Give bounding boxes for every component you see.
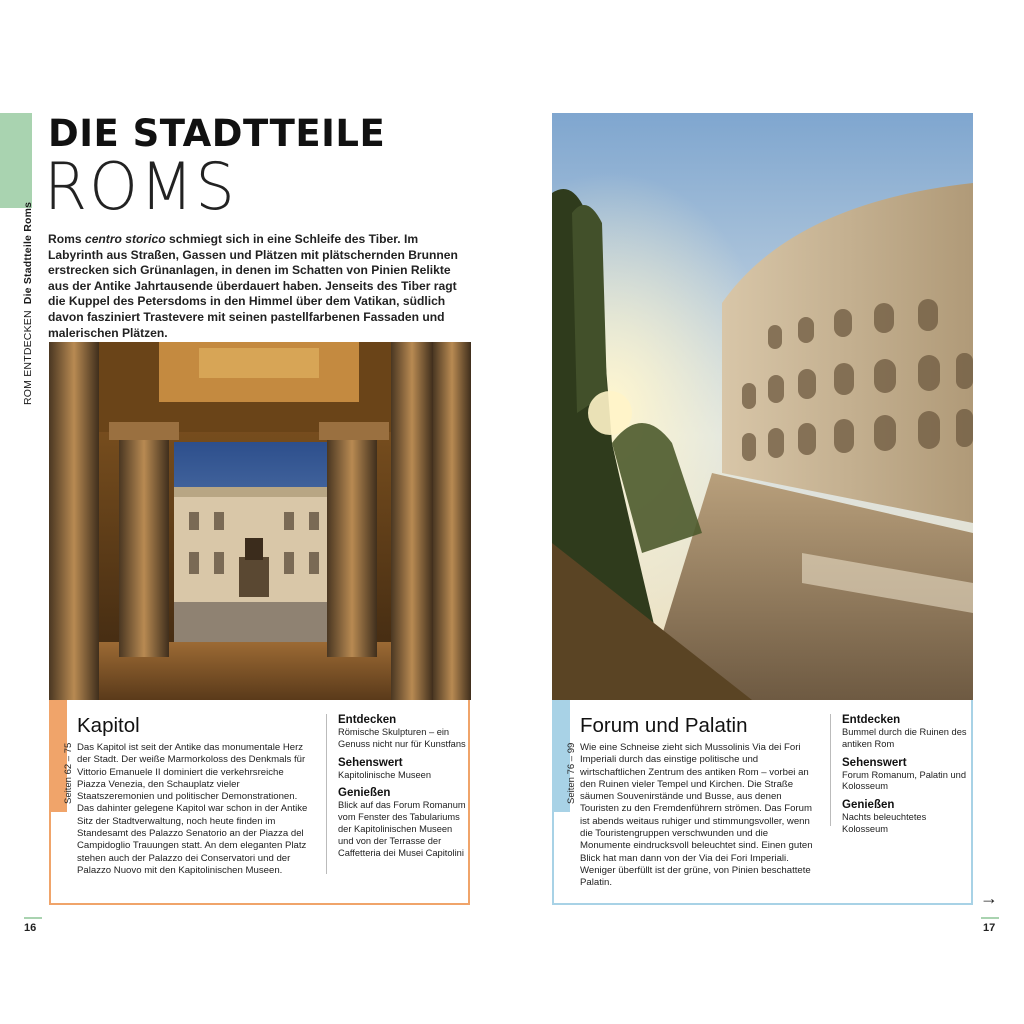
kapitol-title: Kapitol (77, 714, 140, 737)
forum-info-box (552, 700, 973, 905)
intro-text-2: schmiegt sich in eine Schleife des Tiber. Im Labyrinth aus Straßen, Gassen und Plätzen mit plätschernden Brunnen erstrecken sich Grünanlagen, in denen im Schatten von Pinien Relikte aus der Antike Jahrtausende überdauert haben. Jenseits des Tiber ragt die Kuppel des Petersdoms in den Himmel über dem Vatikan, südlich davon fasziniert Trastevere mit seinen pastellfarbenen Fassaden und malerischen Plätzen. (48, 232, 458, 340)
kapitol-facts (338, 714, 466, 865)
page-number-bar-left (24, 917, 42, 919)
forum-fact-head-entdecken: Entdecken (842, 714, 901, 726)
kapitol-fact-text-sehenswert: Kapitolinische Museen (338, 769, 432, 780)
page-number-left: 16 (24, 922, 37, 934)
kapitol-fact-text-geniessen: Blick auf das Forum Romanum vom Fenster des Tabulariums der Kapitolinischen Museen und von der Terrasse der Caffetteria dei Musei Capitolini (338, 800, 466, 858)
forum-fact-text-geniessen: Nachts beleuchtetes Kolosseum (842, 812, 927, 834)
page-title-line2 (44, 150, 237, 223)
forum-fact-head-sehenswert: Sehenswert (842, 756, 907, 769)
intro-italic: centro storico (84, 232, 166, 246)
kapitol-page-range-tab (49, 700, 74, 812)
kapitol-page-range: Seiten 62 – 75 (63, 742, 74, 804)
intro-text-1: Roms (48, 232, 85, 246)
kapitol-divider (326, 714, 327, 874)
page-number-bar-right (981, 917, 999, 919)
kapitol-info-box (49, 700, 470, 905)
page-number-right: 17 (983, 922, 996, 934)
running-head-section: Die Stadtteile Roms (22, 201, 34, 305)
forum-facts (842, 714, 970, 842)
running-head (22, 202, 34, 405)
kapitol-fact-head-entdecken: Entdecken (338, 714, 397, 726)
running-head-chapter: ROM ENTDECKEN (22, 310, 34, 405)
kapitol-fact-text-entdecken: Römische Skulpturen – ein Genuss nicht nur für Kunstfans (338, 727, 466, 749)
page-title-line1: DIE STADTTEILE (48, 112, 386, 155)
forum-divider (830, 714, 831, 826)
kapitol-description: Das Kapitol ist seit der Antike das monumentale Herz der Stadt. Der weiße Marmorkoloss des Denkmals für Vittorio Emanuele II dominiert die verkehrsreiche Piazza Venezia, den Schauplatz vieler Staatszeremonien und politischer Demonstrationen. Das dahinter gelegene Kapitol war schon in der Antike Sitz der Stadtverwaltung, noch heute finden im Standesamt des Palazzo Senatorio an der Piazza del Campidoglio Trauungen statt. An dem eleganten Platz stehen auch der Palazzo dei Conservatori und der Palazzo Nuovo mit den Kapitolinischen Museen. (77, 742, 308, 876)
forum-fact-text-entdecken: Bummel durch die Ruinen des antiken Rom (842, 727, 967, 749)
forum-fact-text-sehenswert: Forum Romanum, Palatin und Kolosseum (842, 769, 967, 792)
forum-page-range-tab (552, 700, 577, 812)
forum-title: Forum und Palatin (580, 714, 748, 737)
page-title-line2-text: ROMS (44, 148, 237, 225)
kapitol-fact-head-geniessen: Genießen (338, 787, 391, 800)
intro-paragraph (48, 232, 466, 341)
kapitol-photo (49, 342, 471, 700)
forum-description: Wie eine Schneise zieht sich Mussolinis Via dei Fori Imperiali durch das einstige politische und wirtschaftlichen Zentrum des antiken Rom – vorbei an den Ruinen vieler Tempel und Kirchen. Die Straße säumen Souvenirstände und Busse, aus denen Touristen zu den Fremdenführern strömen. Das Forum ist abends weitaus ruhiger und stimmungsvoller, wenn die Touristengruppen verschwunden und die Monumente eindrucksvoll beleuchtet sind. Einen guten Blick hat man dann von der Via dei Fori Imperiali. Weniger überfüllt ist der grüne, von Pinien beschattete Palatin. (580, 742, 813, 889)
colosseum-photo (552, 113, 973, 700)
kapitol-fact-head-sehenswert: Sehenswert (338, 756, 403, 769)
forum-page-range: Seiten 76 – 99 (566, 742, 577, 804)
forum-fact-head-geniessen: Genießen (842, 799, 895, 812)
chapter-color-tab (0, 113, 32, 208)
next-page-arrow-icon[interactable]: → (980, 888, 998, 908)
